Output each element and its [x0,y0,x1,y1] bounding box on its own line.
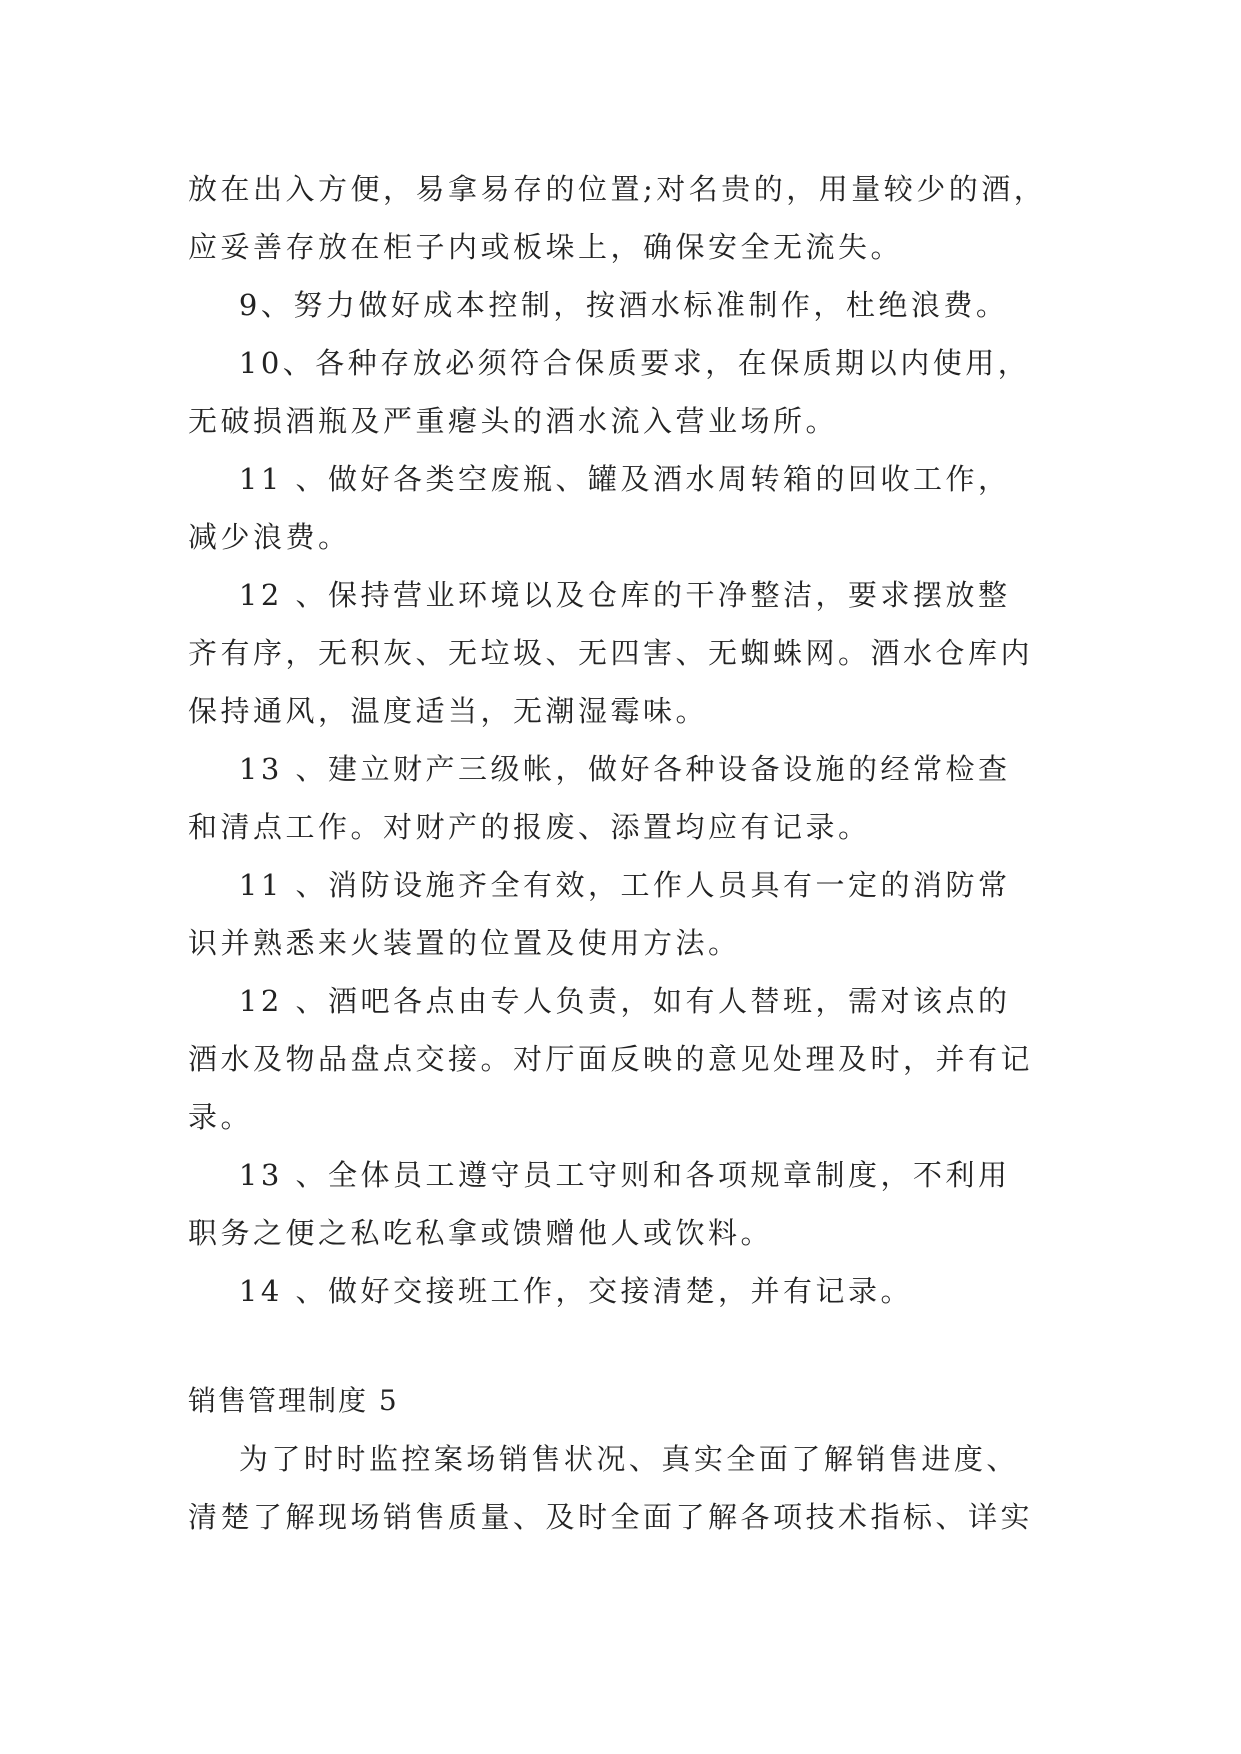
paragraph-item-12-cleanliness: 12 、保持营业环境以及仓库的干净整洁，要求摆放整 齐有序，无积灰、无垃圾、无四害、无蜘蛛网。酒水仓库内 保持通风，温度适当，无潮湿霉味。 [188,578,1034,728]
section-body [188,1430,1068,1546]
paragraph-item-9: 9、努力做好成本控制，按酒水标准制作，杜绝浪费。 [188,288,1009,322]
paragraph-item-13-assets: 13 、建立财产三级帐，做好各种设备设施的经常检查 和清点工作。对财产的报废、添置均应有记录。 [188,752,1011,844]
document-body [188,160,1068,1320]
paragraph-item-10: 10、各种存放必须符合保质要求，在保质期以内使用， 无破损酒瓶及严重瘪头的酒水流入营业场所。 [188,346,1031,438]
paragraph-item-14-shift: 14 、做好交接班工作，交接清楚，并有记录。 [188,1274,913,1308]
paragraph-item-11-fire-safety: 11 、消防设施齐全有效，工作人员具有一定的消防常 识并熟悉来火装置的位置及使用方法。 [188,868,1011,960]
paragraph-item-11-recycling: 11 、做好各类空废瓶、罐及酒水周转箱的回收工作， 减少浪费。 [188,462,1011,554]
section-paragraph-intro: 为了时时监控案场销售状况、真实全面了解销售进度、 清楚了解现场销售质量、及时全面了解各项技术指标、详实 [188,1442,1034,1534]
paragraph-item-12-handover: 12 、酒吧各点由专人负责，如有人替班，需对该点的 酒水及物品盘点交接。对厅面反映的意见处理及时，并有记 录。 [188,984,1034,1134]
section-heading: 销售管理制度 5 [188,1384,399,1417]
paragraph-item-13-rules: 13 、全体员工遵守员工守则和各项规章制度，不利用 职务之便之私吃私拿或馈赠他人或饮料。 [188,1158,1011,1250]
paragraph-storage-placement: 放在出入方便，易拿易存的位置;对名贵的，用量较少的酒， 应妥善存放在柜子内或板垛上，确保安全无流失。 [188,172,1047,264]
